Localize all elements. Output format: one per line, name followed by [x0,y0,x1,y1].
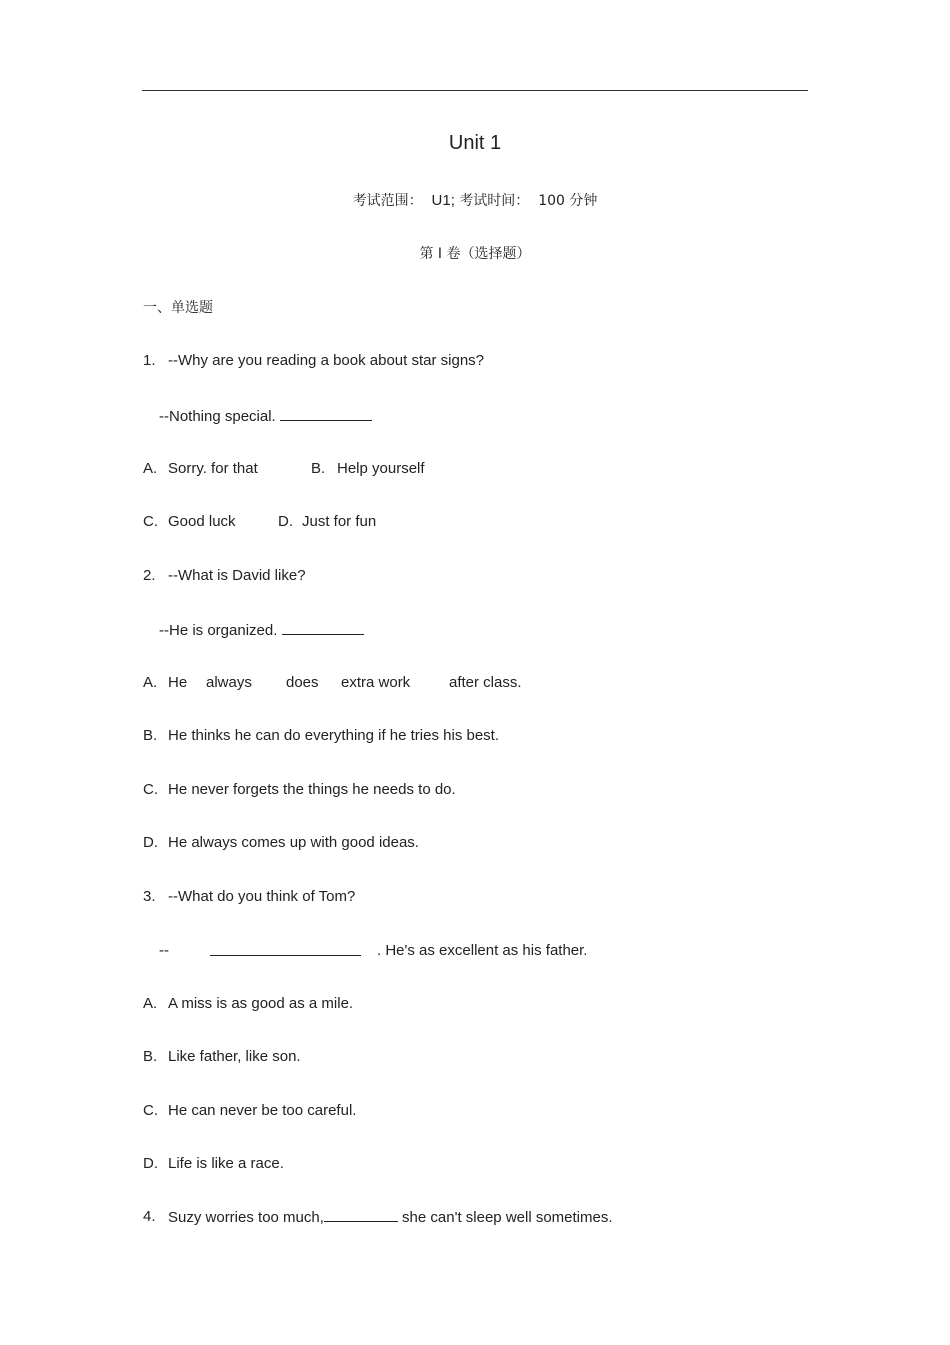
q3-option-b-letter: B. [143,1048,158,1065]
q3-prompt: --What do you think of Tom? [168,888,356,905]
q3-option-c-letter: C. [143,1102,158,1119]
volume-heading: 第 I 卷（选择题） [419,246,531,262]
q1-option-a-letter: A. [143,460,158,477]
q1-reply-text: --Nothing special. [159,408,276,425]
q2-number: 2. [143,567,156,584]
q1-reply [159,407,372,426]
scope-value: U1; [431,192,455,209]
q1-option-c-text: Good luck [168,513,236,530]
q2-reply [159,621,364,640]
q2-option-b-text: He thinks he can do everything if he tries his best. [168,727,500,744]
q3-option-a-letter: A. [143,995,158,1012]
q2-option-d-text: He always comes up with good ideas. [168,834,419,851]
q2-option-a-letter: A. [143,674,158,691]
q1-option-d-letter: D. [278,513,293,530]
q3-option-a-text: A miss is as good as a mile. [168,995,354,1012]
q2-option-a-word: after class. [449,674,522,691]
q1-option-b-text: Help yourself [337,460,425,477]
q2-option-c-letter: C. [143,781,158,798]
q3-answer-blank [210,942,361,956]
q4-prompt [168,1208,613,1227]
page-title: Unit 1 [448,132,502,154]
time-value: 100 分钟 [538,193,598,209]
q3-option-b-text: Like father, like son. [168,1048,301,1065]
q4-number: 4. [143,1208,156,1225]
q2-option-a-word: always [206,674,252,691]
time-label: 考试时间： [459,193,530,209]
section-heading: 一、单选题 [143,300,213,316]
q2-option-a-word: does [286,674,319,691]
q2-reply-text: --He is organized. [159,622,278,639]
q3-option-d-text: Life is like a race. [168,1155,284,1172]
q2-answer-blank [282,621,364,635]
q2-option-b-letter: B. [143,727,158,744]
exam-info [0,192,950,210]
q1-prompt: --Why are you reading a book about star signs? [168,352,485,369]
q3-option-c-text: He can never be too careful. [168,1102,357,1119]
q3-number: 3. [143,888,156,905]
q1-answer-blank [280,407,372,421]
q2-option-d-letter: D. [143,834,158,851]
q3-option-d-letter: D. [143,1155,158,1172]
q2-option-c-text: He never forgets the things he needs to do. [168,781,456,798]
q1-option-b-letter: B. [311,460,326,477]
q1-number: 1. [143,352,156,369]
q2-option-a-word: extra work [341,674,411,691]
q4-prompt-before: Suzy worries too much, [168,1209,324,1226]
scope-label: 考试范围： [352,193,423,209]
q3-reply-dash: -- [159,942,169,959]
q4-prompt-after: she can't sleep well sometimes. [397,1209,613,1226]
q1-option-a-text: Sorry. for that [168,460,258,477]
q2-prompt: --What is David like? [168,567,306,584]
q3-reply-tail: . He's as excellent as his father. [377,942,588,959]
header-rule [142,90,808,91]
q4-answer-blank [324,1208,398,1222]
q3-answer-blank-wrap [210,942,361,961]
q1-option-c-letter: C. [143,513,158,530]
q1-option-d-text: Just for fun [302,513,377,530]
q2-option-a-word: He [168,674,188,691]
